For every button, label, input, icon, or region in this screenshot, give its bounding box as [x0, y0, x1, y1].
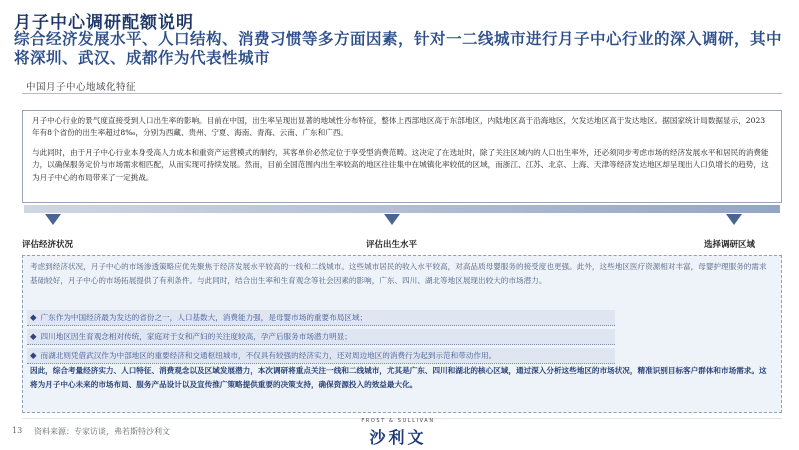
logo-english: FROST & SULLIVAN	[361, 418, 435, 424]
diamond-icon: ◆	[30, 351, 37, 361]
marker-down-icon	[45, 214, 61, 225]
frost-sullivan-logo	[338, 418, 458, 448]
section-label: 中国月子中心地域化特征	[26, 82, 137, 93]
top-paragraph-1: 月子中心行业的景气度直接受到人口出生率的影响。目前在中国，出生率呈现出显著的地域性分布特征，整体上西部地区高于东部地区，内陆地区高于沿海地区，欠发达地区高于发达地区。据国家统计局数据显示，2023年有8个省份的出生率超过8‰，分别为西藏、贵州、宁夏、海南、青海、云南、广东和广西。	[32, 116, 766, 138]
diamond-icon: ◆	[30, 332, 37, 342]
marker-down-icon	[384, 214, 400, 225]
diamond-icon: ◆	[30, 313, 37, 323]
timeline-bar	[24, 205, 780, 213]
bullet-sichuan	[27, 329, 615, 345]
section-divider	[22, 93, 782, 94]
top-paragraph-2: 与此同时，由于月子中心行业本身受高人力成本和重资产运营模式的制约，其客单价必然定位于享受型消费范畴。这决定了在选址时，除了关注区域内的人口出生率外，还必须同步考虑市场的经济发展水平和居民的消费能力，以确保服务定价与市场需求相匹配，从而实现可持续发展。然而，目前全国范围内出生率较高的地区往往集中在城镇化率较低的区域，而浙江、江苏、北京、上海、天津等经济发达地区却呈现出人口负增长的趋势，这为月子中心的布局带来了一定挑战。	[32, 147, 769, 182]
step-label-birth-rate: 评估出生水平	[366, 240, 418, 250]
logo-chinese: 沙利文	[369, 428, 427, 447]
analysis-intro: 考虑到经济状况，月子中心的市场渗透策略应优先聚焦于经济发展水平较高的一线和二线城市。这些城市居民的收入水平较高，对高品质母婴服务的接受度也更强。此外，这些地区医疗资源相对丰富，母婴护理服务的需求基础较好，月子中心的市场拓展提供了有利条件。与此同时，结合出生率和生育观念等社会因素的影响，广东、四川、湖北等地区展现出较大的市场潜力。	[30, 262, 767, 285]
page-subtitle: 综合经济发展水平、人口结构、消费习惯等多方面因素，针对一二线城市进行月子中心行业的深入调研，其中将深圳、武汉、成都作为代表性城市	[14, 29, 783, 67]
page-title: 月子中心调研配额说明	[14, 13, 194, 33]
bullet-hubei	[27, 348, 615, 364]
bullet-text: 四川地区因生育观念相对传统，家庭对于女和产妇的关注度较高，孕产后服务市场潜力明显；	[40, 332, 352, 341]
bullet-text: 广东作为中国经济最为发达的省份之一，人口基数大，消费能力强，是母婴市场的重要布局区域；	[40, 313, 368, 322]
page-number: 13	[12, 426, 23, 435]
step-label-region: 选择调研区域	[704, 240, 756, 250]
regional-characteristics-box	[22, 110, 782, 203]
bullet-guangdong	[27, 310, 615, 326]
step-label-economy: 评估经济状况	[22, 240, 74, 250]
analysis-conclusion: 因此，综合考量经济实力、人口特征、消费观念以及区域发展潜力，本次调研将重点关注一线和二线城市，尤其是广东、四川和湖北的核心区域，通过深入分析这些地区的市场状况，精准识别目标客户群体和市场需求。这将为月子中心未来的市场布局、服务产品设计以及宣传推广策略提供重要的决策支持，确保资源投入的效益最大化。	[30, 366, 767, 389]
bullet-text: 而湖北则凭借武汉作为中部地区的重要经济和交通枢纽城市，不仅具有较强的经济实力，还对周边地区的消费行为起到示范和带动作用。	[40, 351, 497, 360]
marker-down-icon	[726, 214, 742, 225]
analysis-box	[22, 255, 782, 413]
source-note: 资料来源：专家访谈，弗若斯特沙利文	[34, 427, 170, 436]
